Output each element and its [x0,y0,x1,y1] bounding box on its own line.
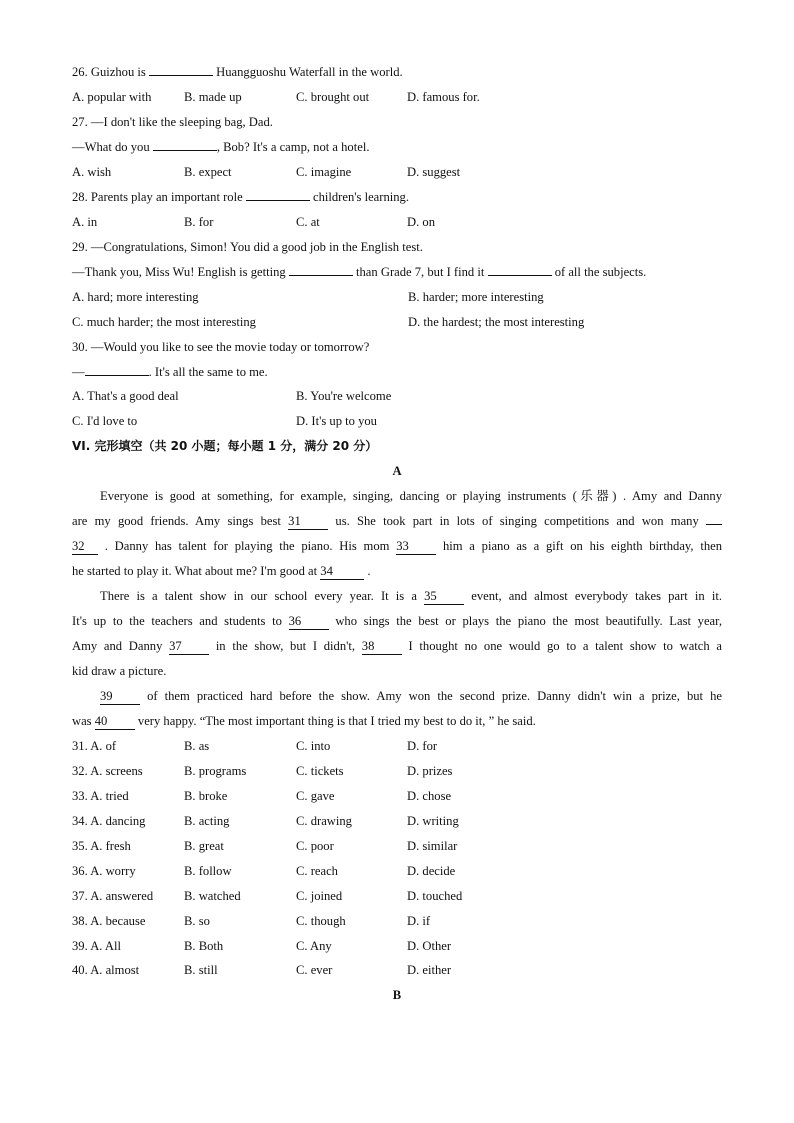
option-d: D. for [407,739,438,753]
answer-blank [149,60,213,76]
passage-text: was [72,714,92,728]
option-c: C. brought out [296,90,370,104]
option-c: C. though [296,914,346,928]
option-a: 34. A. dancing [72,814,146,828]
gap-39: 39 [100,688,140,705]
q29-text-a: —Thank you, Miss Wu! English is getting [72,265,286,279]
answer-blank [488,260,552,276]
option-c: C. drawing [296,814,352,828]
option-c: C. into [296,739,331,753]
option-d: D. prizes [407,764,453,778]
q27-text-a: —What do you [72,140,150,154]
passage-text: . [367,564,371,578]
gap-35: 35 [424,588,464,605]
passage-text: in the show, but I didn't, [215,639,356,653]
part-b-label: B [392,988,402,1002]
passage-text: of them practiced hard before the show. Amy won the second prize. Danny didn't win a prize, but he [147,689,722,703]
passage-text: he started to play it. What about me? I'm good at [72,564,318,578]
answer-blank [289,260,353,276]
question-30-stem: 30. —Would you like to see the movie today or tomorrow? [72,340,370,354]
option-b: B. harder; more interesting [408,290,544,304]
passage-line [72,684,722,709]
gap-36: 36 [289,613,329,630]
q26-text-a: 26. Guizhou is [72,65,146,79]
option-a: 31. A. of [72,739,117,753]
option-d: D. It's up to you [296,414,377,428]
option-d: D. famous for. [407,90,480,104]
option-b: B. for [184,215,214,229]
gap-40: 40 [95,713,135,730]
gap-34: 34 [320,563,364,580]
option-b: B. Both [184,939,224,953]
gap-33: 33 [396,538,436,555]
passage-line [72,634,722,659]
option-b: B. still [184,963,218,977]
option-d: D. decide [407,864,456,878]
passage-text: There is a talent show in our school every year. It is a [100,589,417,603]
option-c: C. at [296,215,320,229]
option-d: D. on [407,215,435,229]
option-d: D. the hardest; the most interesting [408,315,585,329]
option-c: C. reach [296,864,338,878]
passage-text: I thought no one would go to a talent show to watch a [408,639,722,653]
option-a: 32. A. screens [72,764,143,778]
option-d: D. if [407,914,431,928]
passage-line: Everyone is good at something, for example, singing, dancing or playing instruments (乐器) . Amy and Danny [100,489,722,503]
option-c: C. joined [296,889,343,903]
option-b: B. broke [184,789,228,803]
option-b: B. great [184,839,224,853]
option-c: C. imagine [296,165,352,179]
q27-text-b: , Bob? It's a camp, not a hotel. [216,140,370,154]
answer-blank [85,360,149,376]
option-a: A. wish [72,165,112,179]
option-d: D. either [407,963,452,977]
option-b: B. watched [184,889,241,903]
option-a: 40. A. almost [72,963,140,977]
answer-blank [153,135,217,151]
q28-text-a: 28. Parents play an important role [72,190,243,204]
option-c: C. tickets [296,764,344,778]
q29-text-b: than Grade 7, but I find it [356,265,485,279]
option-a: A. That's a good deal [72,389,179,403]
option-d: D. similar [407,839,458,853]
option-a: 33. A. tried [72,789,129,803]
option-c: C. I'd love to [72,414,138,428]
passage-line [72,534,722,559]
gap-37: 37 [169,638,209,655]
option-b: B. follow [184,864,232,878]
passage-line [72,709,722,734]
passage-text: very happy. “The most important thing is that I tried my best to do it, ” he said. [137,714,536,728]
option-b: B. acting [184,814,230,828]
passage-text: him a piano as a gift on his eighth birthday, then [442,539,722,553]
q26-text-b: Huangguoshu Waterfall in the world. [216,65,403,79]
passage-line [72,609,722,634]
gap-31: 31 [288,513,328,530]
passage-text: . Danny has talent for playing the piano. His mom [104,539,390,553]
option-c: C. ever [296,963,333,977]
option-a: 36. A. worry [72,864,136,878]
q30-text-b: . It's all the same to me. [148,365,268,379]
passage-text: are my good friends. Amy sings best [72,514,281,528]
option-a: A. popular with [72,90,152,104]
question-27-line2 [72,135,369,160]
passage-line: kid draw a picture. [72,664,167,678]
option-a: 35. A. fresh [72,839,131,853]
answer-blank [246,185,310,201]
option-d: D. Other [407,939,452,953]
option-b: B. so [184,914,210,928]
question-30-line2 [72,360,268,385]
q28-text-b: children's learning. [313,190,409,204]
q30-text-a: — [72,365,85,379]
question-27-stem: 27. —I don't like the sleeping bag, Dad. [72,115,273,129]
option-d: D. suggest [407,165,461,179]
question-26-stem [72,60,403,85]
option-a: A. hard; more interesting [72,290,199,304]
gap-32-start [706,524,722,525]
passage-text: Amy and Danny [72,639,163,653]
passage-text: who sings the best or plays the piano the most beautifully. Last year, [335,614,722,628]
question-29-line2 [72,260,646,285]
q29-text-c: of all the subjects. [554,265,647,279]
option-d: D. chose [407,789,452,803]
passage-line [72,559,722,584]
question-28-stem [72,185,409,210]
option-a: A. in [72,215,98,229]
option-c: C. Any [296,939,332,953]
option-b: B. as [184,739,210,753]
passage-line [72,584,722,609]
option-a: 39. A. All [72,939,121,953]
option-c: C. gave [296,789,335,803]
section-heading: VI. 完形填空（共 20 小题；每小题 1 分，满分 20 分） [72,439,378,453]
option-b: B. You're welcome [296,389,392,403]
option-d: D. writing [407,814,459,828]
option-b: B. programs [184,764,247,778]
passage-text: event, and almost everybody takes part in it. [471,589,723,603]
option-a: 37. A. answered [72,889,154,903]
part-a-label: A [392,464,402,478]
passage-line [72,509,722,534]
option-b: B. expect [184,165,232,179]
gap-38: 38 [362,638,402,655]
option-c: C. much harder; the most interesting [72,315,256,329]
question-29-stem: 29. —Congratulations, Simon! You did a good job in the English test. [72,240,423,254]
gap-32: 32 [72,538,98,555]
passage-text: It's up to the teachers and students to [72,614,282,628]
option-b: B. made up [184,90,242,104]
cloze-passage [72,484,722,734]
option-c: C. poor [296,839,334,853]
option-a: 38. A. because [72,914,146,928]
option-d: D. touched [407,889,463,903]
passage-text: us. She took part in lots of singing competitions and won many [335,514,699,528]
